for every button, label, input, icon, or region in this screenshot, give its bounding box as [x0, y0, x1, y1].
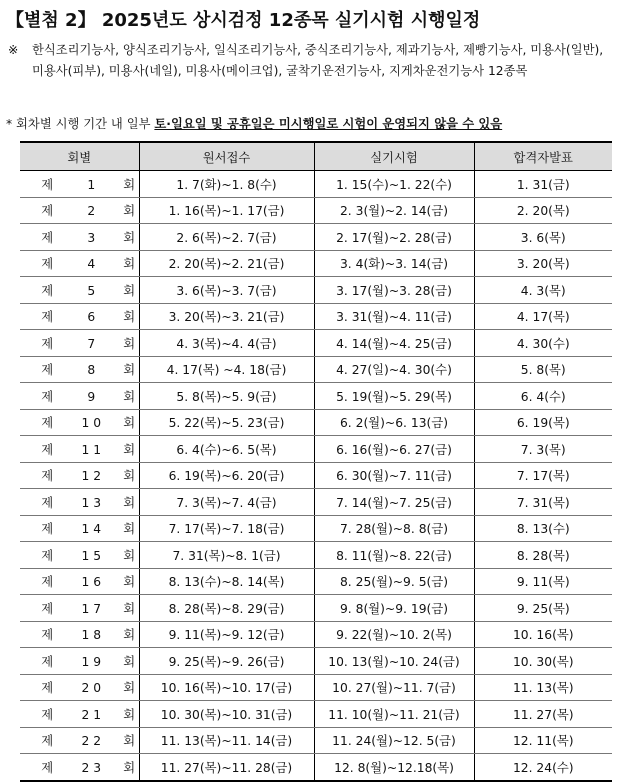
- round-number: 4: [87, 257, 96, 272]
- round-suffix: 회: [123, 442, 136, 457]
- round-number: 1 6: [81, 575, 102, 590]
- round-number: 1 9: [81, 654, 102, 669]
- application-period: 9. 25(목)~9. 26(금): [139, 648, 314, 675]
- round-suffix: 회: [123, 681, 136, 696]
- result-date: 3. 20(목): [474, 250, 612, 277]
- round-number: 6: [87, 310, 96, 325]
- round-prefix: 제: [41, 707, 54, 722]
- result-date: 4. 30(수): [474, 330, 612, 357]
- table-row: [20, 727, 612, 754]
- round-suffix: 회: [123, 495, 136, 510]
- round-suffix: 회: [123, 734, 136, 749]
- round-number: 1 3: [81, 495, 102, 510]
- application-period: 3. 20(목)~3. 21(금): [139, 303, 314, 330]
- application-period: 11. 27(목)~11. 28(금): [139, 754, 314, 781]
- result-date: 7. 3(목): [474, 436, 612, 463]
- exam-period: 6. 30(월)~7. 11(금): [314, 462, 474, 489]
- round-cell: [20, 356, 139, 383]
- page-title: 【별첨 2】 2025년도 상시검정 12종목 실기시험 시행일정: [6, 10, 481, 31]
- round-number: 7: [87, 336, 96, 351]
- round-prefix: 제: [41, 495, 54, 510]
- exam-period: 6. 2(월)~6. 13(금): [314, 409, 474, 436]
- round-prefix: 제: [41, 310, 54, 325]
- round-cell: [20, 515, 139, 542]
- table-row: [20, 621, 612, 648]
- result-date: 6. 19(목): [474, 409, 612, 436]
- round-number: 1 0: [81, 416, 102, 431]
- result-date: 10. 30(목): [474, 648, 612, 675]
- round-number: 9: [87, 389, 96, 404]
- table-row: [20, 595, 612, 622]
- round-suffix: 회: [123, 707, 136, 722]
- round-prefix: 제: [41, 363, 54, 378]
- round-cell: [20, 171, 139, 198]
- exam-period: 12. 8(월)~12.18(목): [314, 754, 474, 781]
- round-number: 5: [87, 283, 96, 298]
- round-number: 2 3: [81, 760, 102, 775]
- round-cell: [20, 489, 139, 516]
- exam-period: 9. 8(월)~9. 19(금): [314, 595, 474, 622]
- table-row: [20, 754, 612, 781]
- round-prefix: 제: [41, 548, 54, 563]
- application-period: 2. 20(목)~2. 21(금): [139, 250, 314, 277]
- round-prefix: 제: [41, 469, 54, 484]
- round-suffix: 회: [123, 230, 136, 245]
- round-cell: [20, 250, 139, 277]
- table-row: [20, 383, 612, 410]
- exam-period: 4. 27(일)~4. 30(수): [314, 356, 474, 383]
- round-number: 3: [87, 230, 96, 245]
- round-suffix: 회: [123, 522, 136, 537]
- caution-note: [6, 114, 502, 132]
- header-exam: 실기시험: [314, 142, 474, 171]
- result-date: 11. 13(목): [474, 674, 612, 701]
- round-prefix: 제: [41, 389, 54, 404]
- round-cell: [20, 383, 139, 410]
- round-suffix: 회: [123, 336, 136, 351]
- round-prefix: 제: [41, 442, 54, 457]
- round-number: 1 5: [81, 548, 102, 563]
- round-suffix: 회: [123, 628, 136, 643]
- exam-period: 10. 27(월)~11. 7(금): [314, 674, 474, 701]
- table-row: [20, 542, 612, 569]
- round-cell: [20, 436, 139, 463]
- exam-period: 7. 14(월)~7. 25(금): [314, 489, 474, 516]
- round-suffix: 회: [123, 389, 136, 404]
- round-suffix: 회: [123, 469, 136, 484]
- result-date: 3. 6(목): [474, 224, 612, 251]
- round-number: 2: [87, 204, 96, 219]
- round-cell: [20, 542, 139, 569]
- round-suffix: 회: [123, 204, 136, 219]
- result-date: 2. 20(목): [474, 197, 612, 224]
- table-row: [20, 674, 612, 701]
- result-date: 9. 25(목): [474, 595, 612, 622]
- round-number: 1 2: [81, 469, 102, 484]
- round-cell: [20, 462, 139, 489]
- round-cell: [20, 409, 139, 436]
- round-cell: [20, 754, 139, 781]
- round-suffix: 회: [123, 363, 136, 378]
- application-period: 10. 16(목)~10. 17(금): [139, 674, 314, 701]
- table-row: [20, 515, 612, 542]
- round-number: 1 4: [81, 522, 102, 537]
- round-suffix: 회: [123, 601, 136, 616]
- application-period: 10. 30(목)~10. 31(금): [139, 701, 314, 728]
- result-date: 11. 27(목): [474, 701, 612, 728]
- round-cell: [20, 595, 139, 622]
- round-number: 8: [87, 363, 96, 378]
- round-prefix: 제: [41, 654, 54, 669]
- round-number: 2 1: [81, 707, 102, 722]
- round-cell: [20, 277, 139, 304]
- round-suffix: 회: [123, 177, 136, 192]
- application-period: 7. 17(목)~7. 18(금): [139, 515, 314, 542]
- round-prefix: 제: [41, 522, 54, 537]
- round-suffix: 회: [123, 310, 136, 325]
- exam-period: 9. 22(월)~10. 2(목): [314, 621, 474, 648]
- round-cell: [20, 701, 139, 728]
- round-prefix: 제: [41, 257, 54, 272]
- table-row: [20, 409, 612, 436]
- exam-period: 5. 19(월)~5. 29(목): [314, 383, 474, 410]
- round-cell: [20, 621, 139, 648]
- round-cell: [20, 330, 139, 357]
- round-suffix: 회: [123, 257, 136, 272]
- round-prefix: 제: [41, 177, 54, 192]
- round-cell: [20, 727, 139, 754]
- result-date: 8. 28(목): [474, 542, 612, 569]
- round-suffix: 회: [123, 575, 136, 590]
- header-application: 원서접수: [139, 142, 314, 171]
- application-period: 7. 31(목)~8. 1(금): [139, 542, 314, 569]
- application-period: 8. 13(수)~8. 14(목): [139, 568, 314, 595]
- application-period: 6. 4(수)~6. 5(목): [139, 436, 314, 463]
- result-date: 10. 16(목): [474, 621, 612, 648]
- round-prefix: 제: [41, 628, 54, 643]
- round-suffix: 회: [123, 283, 136, 298]
- round-number: 1 8: [81, 628, 102, 643]
- round-prefix: 제: [41, 204, 54, 219]
- table-row: [20, 330, 612, 357]
- round-prefix: 제: [41, 416, 54, 431]
- table-row: [20, 277, 612, 304]
- exam-period: 8. 11(월)~8. 22(금): [314, 542, 474, 569]
- reference-mark: ※: [8, 43, 19, 57]
- exam-period: 11. 24(월)~12. 5(금): [314, 727, 474, 754]
- result-date: 7. 17(목): [474, 462, 612, 489]
- round-prefix: 제: [41, 681, 54, 696]
- exam-period: 7. 28(월)~8. 8(금): [314, 515, 474, 542]
- exam-period: 11. 10(월)~11. 21(금): [314, 701, 474, 728]
- round-number: 1 1: [81, 442, 102, 457]
- round-prefix: 제: [41, 336, 54, 351]
- result-date: 4. 17(목): [474, 303, 612, 330]
- round-prefix: 제: [41, 230, 54, 245]
- table-row: [20, 171, 612, 198]
- round-number: 2 0: [81, 681, 102, 696]
- table-row: [20, 303, 612, 330]
- result-date: 1. 31(금): [474, 171, 612, 198]
- exam-period: 6. 16(월)~6. 27(금): [314, 436, 474, 463]
- schedule-body: [20, 171, 612, 781]
- application-period: 6. 19(목)~6. 20(금): [139, 462, 314, 489]
- table-row: [20, 356, 612, 383]
- round-prefix: 제: [41, 734, 54, 749]
- application-period: 4. 3(목)~4. 4(금): [139, 330, 314, 357]
- caution-prefix: * 회차별 시행 기간 내 일부: [6, 117, 155, 131]
- table-row: [20, 250, 612, 277]
- result-date: 12. 24(수): [474, 754, 612, 781]
- round-suffix: 회: [123, 760, 136, 775]
- application-period: 11. 13(목)~11. 14(금): [139, 727, 314, 754]
- table-row: [20, 701, 612, 728]
- application-period: 5. 22(목)~5. 23(금): [139, 409, 314, 436]
- table-row: [20, 436, 612, 463]
- header-round: 회별: [20, 142, 139, 171]
- caution-emphasis: 토·일요일 및 공휴일은 미시행일로 시험이 운영되지 않을 수 있음: [154, 117, 503, 131]
- table-row: [20, 568, 612, 595]
- result-date: 7. 31(목): [474, 489, 612, 516]
- result-date: 5. 8(목): [474, 356, 612, 383]
- exam-period: 2. 3(월)~2. 14(금): [314, 197, 474, 224]
- exam-period: 2. 17(월)~2. 28(금): [314, 224, 474, 251]
- round-prefix: 제: [41, 760, 54, 775]
- schedule-table: [20, 141, 612, 782]
- round-number: 2 2: [81, 734, 102, 749]
- table-row: [20, 648, 612, 675]
- exam-period: 3. 4(화)~3. 14(금): [314, 250, 474, 277]
- application-period: 2. 6(목)~2. 7(금): [139, 224, 314, 251]
- round-cell: [20, 224, 139, 251]
- round-prefix: 제: [41, 575, 54, 590]
- application-period: 1. 7(화)~1. 8(수): [139, 171, 314, 198]
- round-prefix: 제: [41, 601, 54, 616]
- round-prefix: 제: [41, 283, 54, 298]
- exam-period: 1. 15(수)~1. 22(수): [314, 171, 474, 198]
- application-period: 9. 11(목)~9. 12(금): [139, 621, 314, 648]
- round-suffix: 회: [123, 548, 136, 563]
- header-result: 합격자발표: [474, 142, 612, 171]
- result-date: 9. 11(목): [474, 568, 612, 595]
- application-period: 8. 28(목)~8. 29(금): [139, 595, 314, 622]
- round-number: 1: [87, 177, 96, 192]
- application-period: 7. 3(목)~7. 4(금): [139, 489, 314, 516]
- table-row: [20, 462, 612, 489]
- target-subjects-note: [8, 40, 614, 82]
- exam-period: 4. 14(월)~4. 25(금): [314, 330, 474, 357]
- result-date: 4. 3(목): [474, 277, 612, 304]
- application-period: 1. 16(목)~1. 17(금): [139, 197, 314, 224]
- application-period: 5. 8(목)~5. 9(금): [139, 383, 314, 410]
- round-cell: [20, 568, 139, 595]
- table-row: [20, 224, 612, 251]
- round-cell: [20, 648, 139, 675]
- table-row: [20, 197, 612, 224]
- round-suffix: 회: [123, 416, 136, 431]
- round-number: 1 7: [81, 601, 102, 616]
- exam-period: 8. 25(월)~9. 5(금): [314, 568, 474, 595]
- table-row: [20, 489, 612, 516]
- exam-period: 3. 31(월)~4. 11(금): [314, 303, 474, 330]
- exam-period: 10. 13(월)~10. 24(금): [314, 648, 474, 675]
- target-subjects-text: 한식조리기능사, 양식조리기능사, 일식조리기능사, 중식조리기능사, 제과기능사, 제빵기능사, 미용사(일반), 미용사(피부), 미용사(네일), 미용사(메이크업), 굴착기운전기능사, 지게차운전기능사 12종목: [32, 43, 604, 78]
- round-cell: [20, 674, 139, 701]
- result-date: 6. 4(수): [474, 383, 612, 410]
- round-cell: [20, 303, 139, 330]
- exam-period: 3. 17(월)~3. 28(금): [314, 277, 474, 304]
- result-date: 8. 13(수): [474, 515, 612, 542]
- application-period: 3. 6(목)~3. 7(금): [139, 277, 314, 304]
- table-header-row: [20, 142, 612, 171]
- result-date: 12. 11(목): [474, 727, 612, 754]
- application-period: 4. 17(목) ~4. 18(금): [139, 356, 314, 383]
- round-suffix: 회: [123, 654, 136, 669]
- round-cell: [20, 197, 139, 224]
